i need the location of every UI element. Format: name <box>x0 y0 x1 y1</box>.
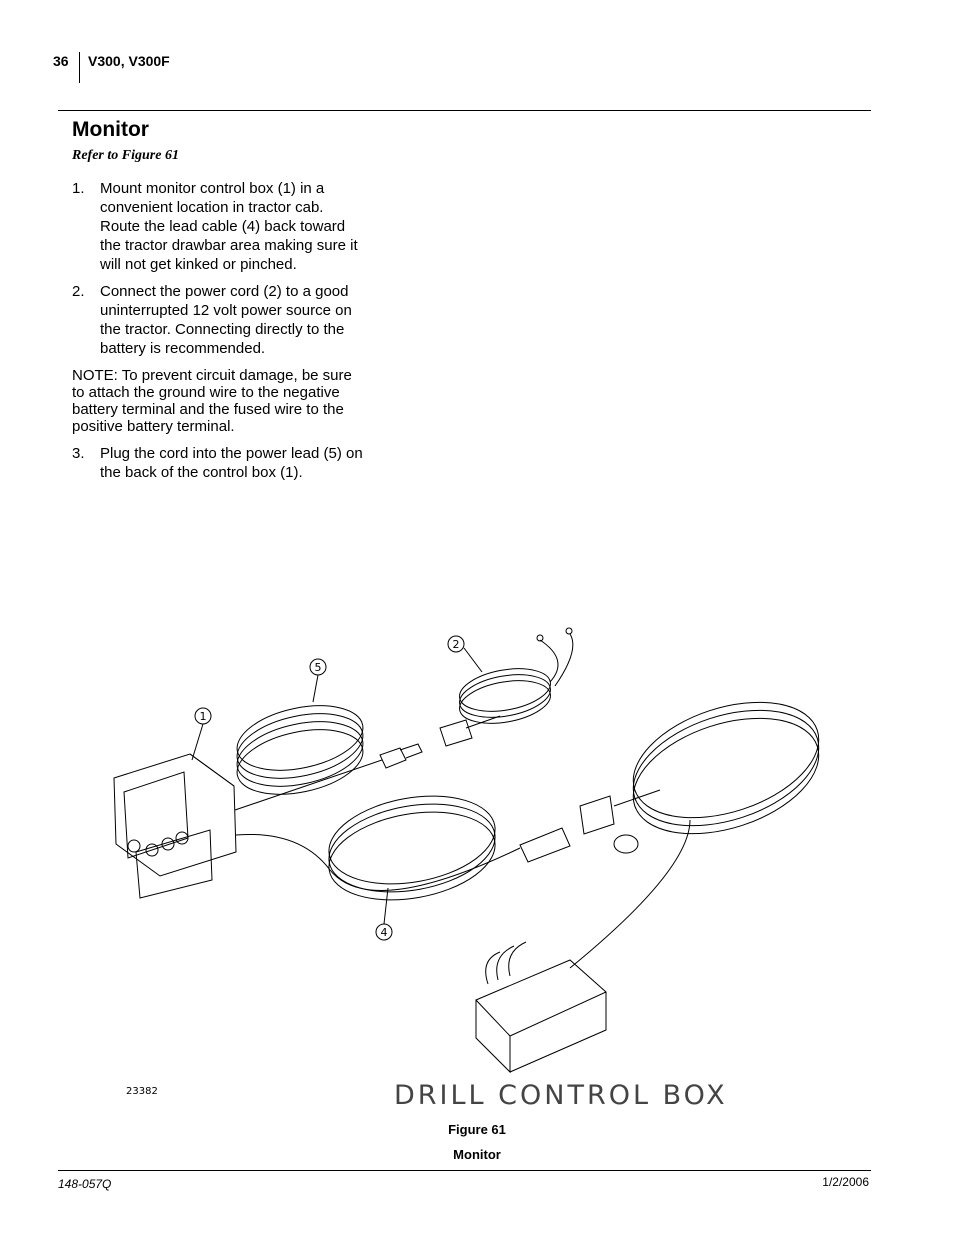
callout-4 <box>376 888 392 940</box>
section-title: Monitor <box>72 118 149 141</box>
figure-caption: Monitor <box>453 1147 501 1162</box>
monitor-figure <box>100 620 860 1120</box>
note-text: NOTE: To prevent circuit damage, be sure to attach the ground wire to the negative battery terminal and the fused wire to the positive battery terminal. <box>72 367 352 435</box>
top-rule <box>58 110 871 111</box>
lead-connector-icon <box>380 748 406 768</box>
callout-2 <box>448 636 482 672</box>
cap-ring-icon <box>614 835 638 853</box>
power-cord-coil <box>456 662 554 729</box>
document-number: 148-057Q <box>58 1177 112 1191</box>
receptacle-icon <box>580 796 614 834</box>
lead-cable-coil <box>322 784 502 912</box>
svg-text:1: 1 <box>199 710 207 723</box>
step-number: 3. <box>72 445 85 462</box>
figure-number: Figure 61 <box>448 1122 506 1137</box>
drawing-number: 23382 <box>126 1086 158 1097</box>
document-date: 1/2/2006 <box>822 1175 869 1189</box>
svg-text:5: 5 <box>314 661 322 674</box>
page-number: 36 <box>53 53 69 69</box>
step-text: Connect the power cord (2) to a good uninterrupted 12 volt power source on the tractor. Connecting directly to the battery is recommended. <box>100 283 352 357</box>
fuse-holder-icon <box>440 720 472 746</box>
header-separator <box>79 52 80 83</box>
step-number: 2. <box>72 283 85 300</box>
model-name: V300, V300F <box>88 53 170 69</box>
drill-cable-coil <box>619 681 834 855</box>
callout-5 <box>310 659 326 702</box>
drill-control-box <box>476 942 606 1072</box>
figure-reference: Refer to Figure 61 <box>72 148 179 163</box>
step-text: Plug the cord into the power lead (5) on the back of the control box (1). <box>100 445 363 481</box>
step-text: Mount monitor control box (1) in a convenient location in tractor cab. Route the lead cable (4) back toward the tractor drawbar area making sure it will not get kinked or pinched. <box>100 180 358 273</box>
step-number: 1. <box>72 180 85 197</box>
monitor-control-box <box>114 754 236 898</box>
callout-1 <box>192 708 211 760</box>
svg-text:4: 4 <box>380 926 388 939</box>
svg-text:2: 2 <box>452 638 460 651</box>
box-label: DRILL CONTROL BOX <box>394 1080 728 1111</box>
cable-connector-icon <box>520 828 570 862</box>
bottom-rule <box>58 1170 871 1171</box>
